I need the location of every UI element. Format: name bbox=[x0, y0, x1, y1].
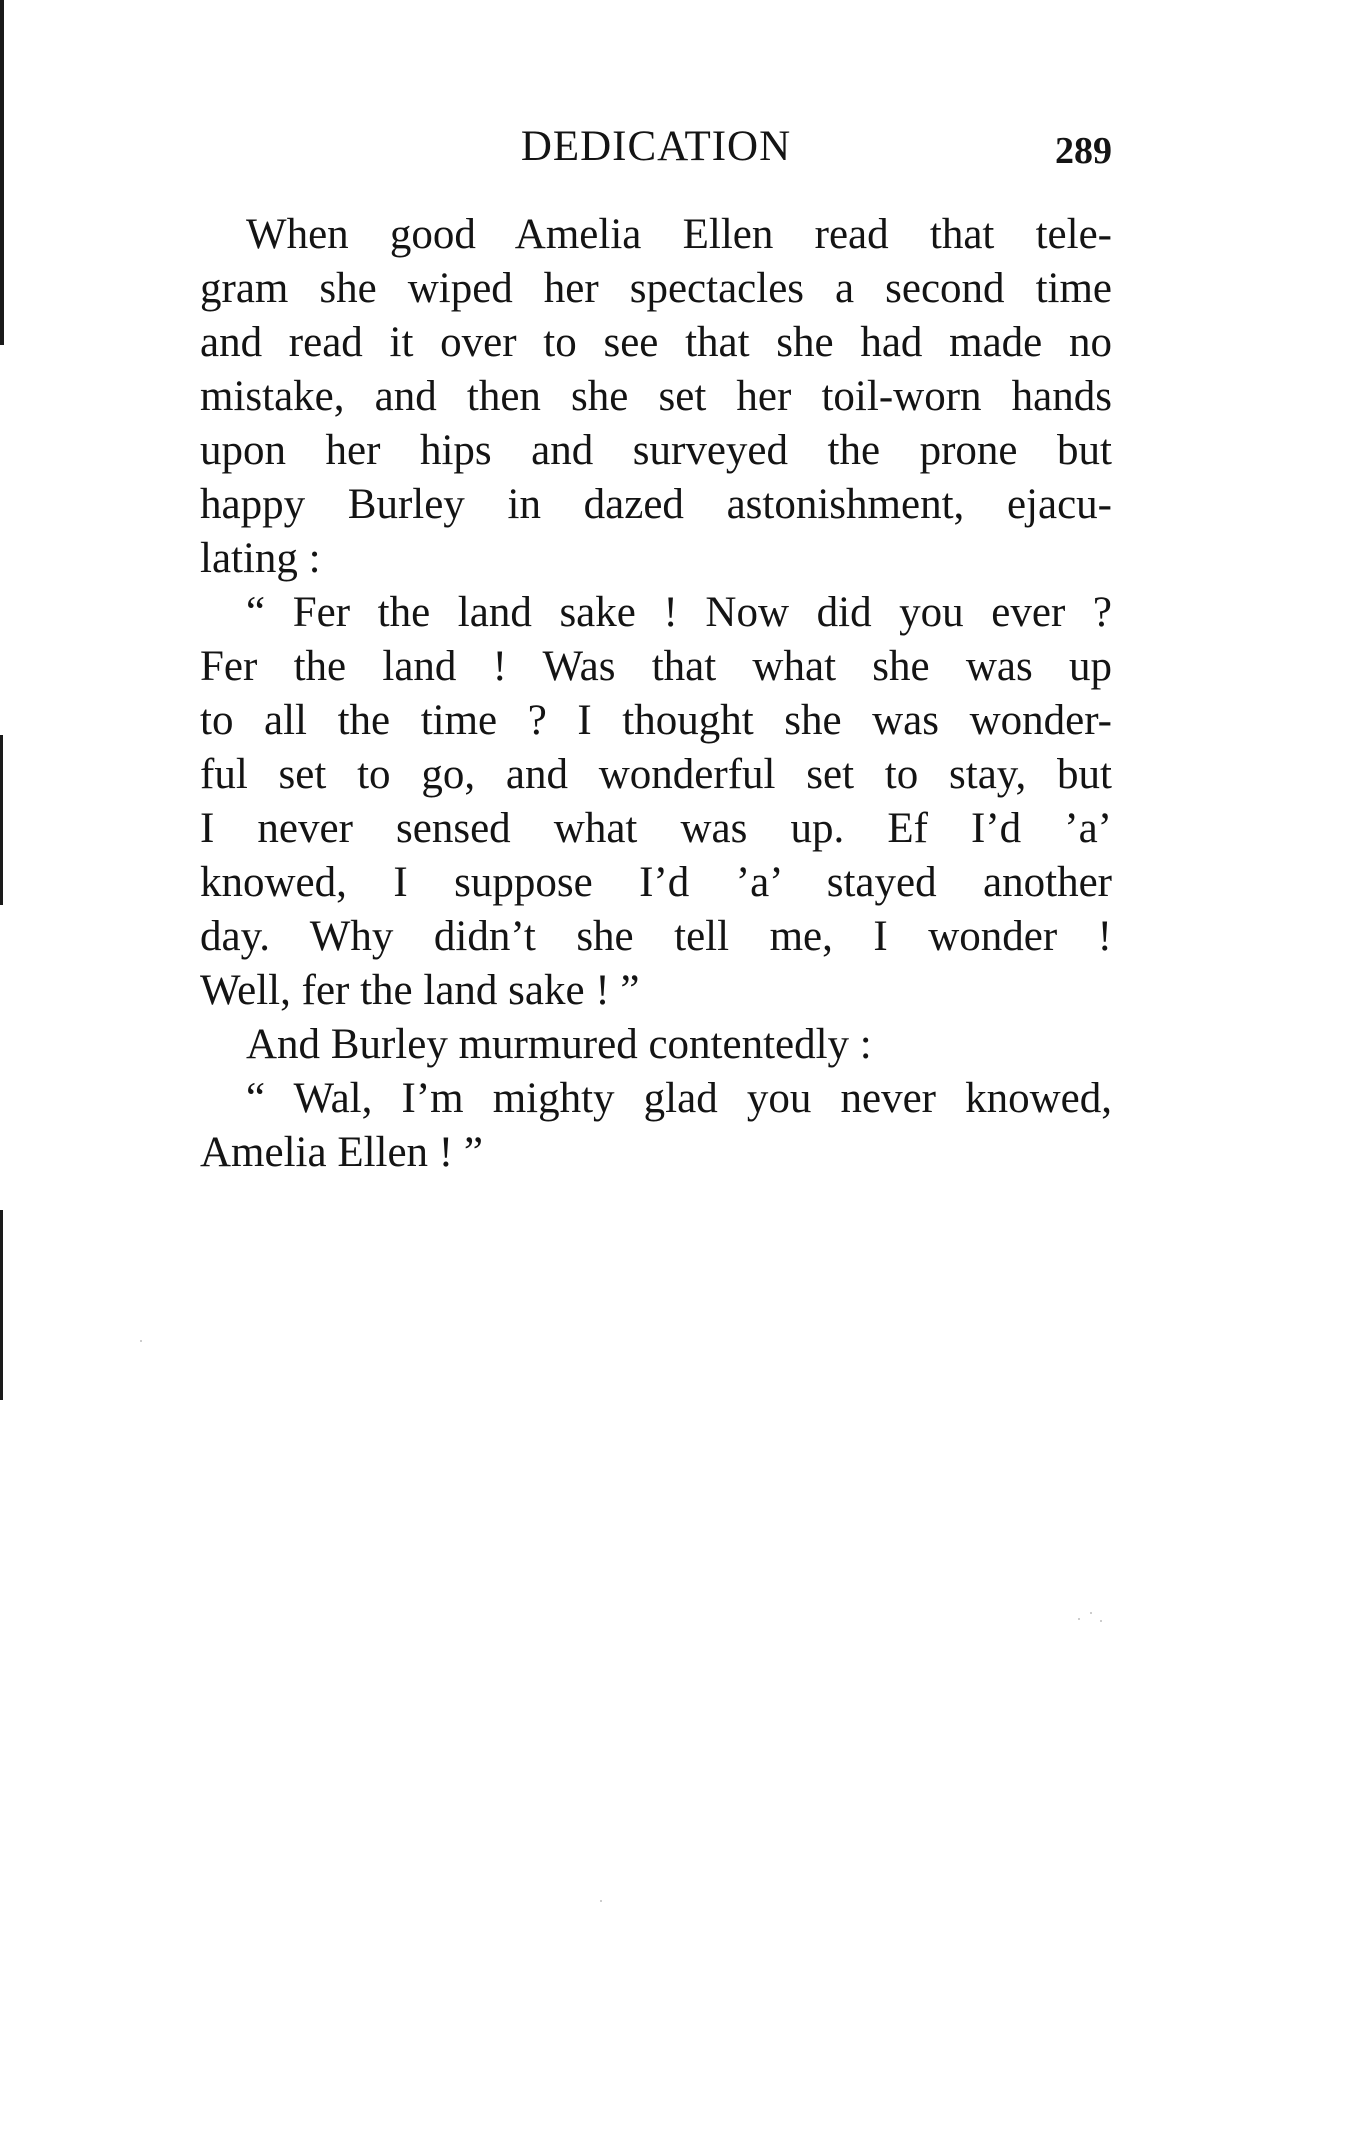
scan-edge-mark bbox=[0, 0, 4, 345]
text-line: mistake, and then she set her toil-worn hands bbox=[200, 373, 1112, 420]
text-line: to all the time ? I thought she was wonder- bbox=[200, 697, 1112, 744]
text-line: gram she wiped her spectacles a second time bbox=[200, 265, 1112, 312]
text-line: Fer the land ! Was that what she was up bbox=[200, 643, 1112, 690]
text-line: Amelia Ellen ! ” bbox=[200, 1129, 483, 1176]
text-line: And Burley murmured contentedly : bbox=[246, 1021, 872, 1068]
text-line: knowed, I suppose I’d ’a’ stayed another bbox=[200, 859, 1112, 906]
text-line: “ Wal, I’m mighty glad you never knowed, bbox=[246, 1075, 1112, 1122]
text-line: lating : bbox=[200, 535, 321, 582]
text-line: happy Burley in dazed astonishment, ejacu- bbox=[200, 481, 1112, 528]
scan-speck bbox=[140, 1340, 142, 1342]
text-line: and read it over to see that she had made no bbox=[200, 319, 1112, 366]
text-line: day. Why didn’t she tell me, I wonder ! bbox=[200, 913, 1112, 960]
scan-speck bbox=[600, 1900, 602, 1902]
scan-edge-mark bbox=[0, 735, 3, 905]
scan-edge-mark bbox=[0, 1210, 3, 1400]
scan-speck bbox=[1078, 1618, 1080, 1620]
text-line: upon her hips and surveyed the prone but bbox=[200, 427, 1112, 474]
page-header bbox=[200, 122, 1112, 172]
running-title: DEDICATION bbox=[520, 123, 792, 170]
text-line: I never sensed what was up. Ef I’d ’a’ bbox=[200, 805, 1112, 852]
text-line: Well, fer the land sake ! ” bbox=[200, 967, 640, 1014]
page-number: 289 bbox=[1055, 130, 1112, 172]
body-text bbox=[200, 208, 1112, 1180]
scan-speck bbox=[1100, 1620, 1102, 1622]
scan-speck bbox=[1090, 1612, 1092, 1614]
text-line: “ Fer the land sake ! Now did you ever ? bbox=[246, 589, 1112, 636]
text-line: When good Amelia Ellen read that tele- bbox=[246, 211, 1112, 258]
text-line: ful set to go, and wonderful set to stay, but bbox=[200, 751, 1112, 798]
